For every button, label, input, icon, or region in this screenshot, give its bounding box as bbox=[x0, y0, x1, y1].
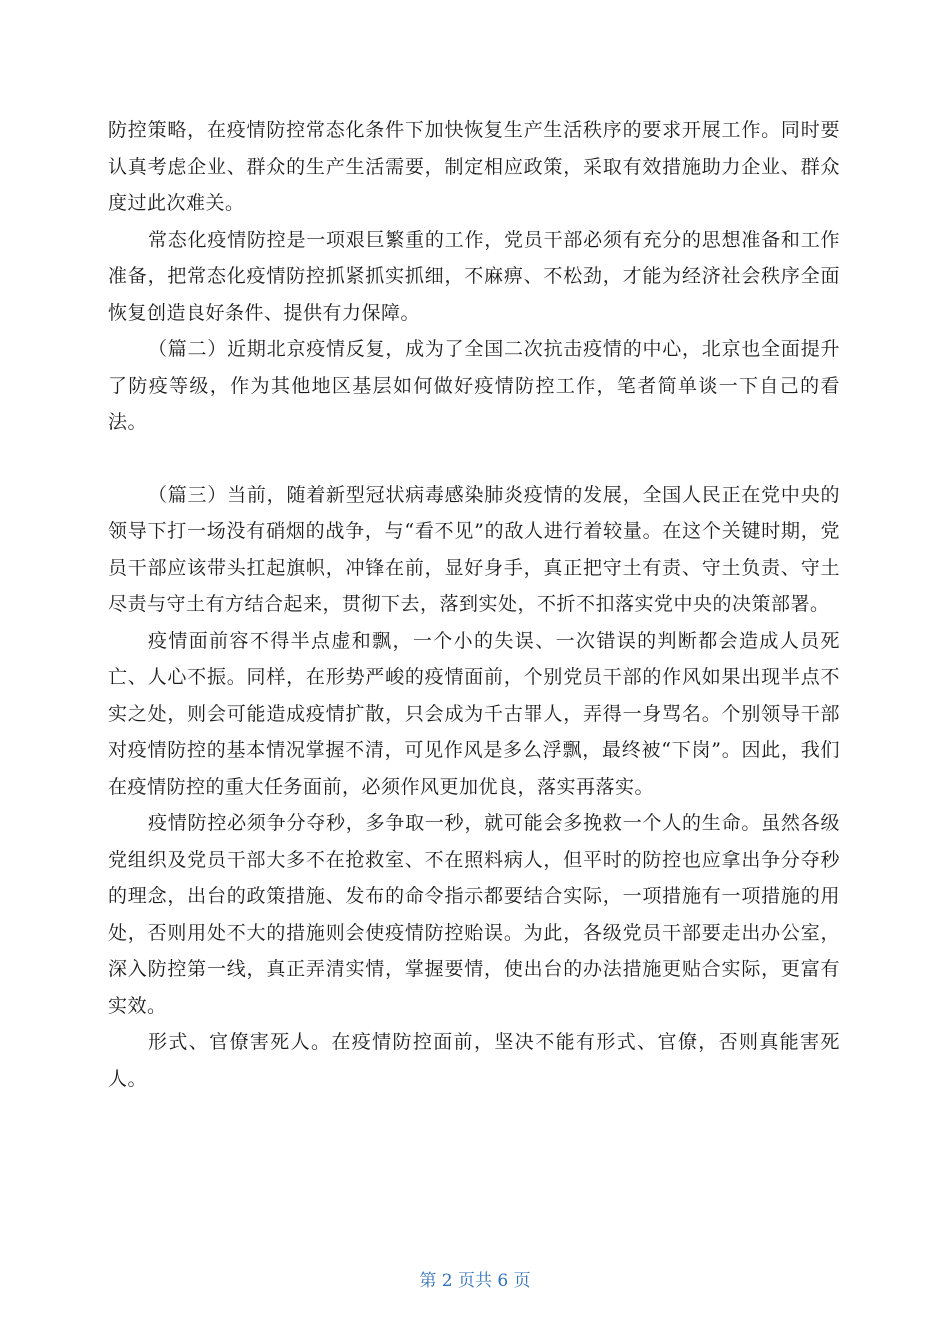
page-number-footer: 第 2 页共 6 页 bbox=[419, 1271, 531, 1291]
paragraph-2: 常态化疫情防控是一项艰巨繁重的工作，党员干部必须有充分的思想准备和工作准备，把常态化疫情防控抓紧抓实抓细，不麻痹、不松劲，才能为经济社会秩序全面恢复创造良好条件、提供有力保障。 bbox=[108, 228, 840, 324]
blank-line bbox=[108, 441, 840, 477]
paragraph-5: 疫情面前容不得半点虚和飘，一个小的失误、一次错误的判断都会造成人员死亡、人心不振。同样，在形势严峻的疫情面前，个别党员干部的作风如果出现半点不实之处，则会可能造成疫情扩散，只会成为千古罪人，弄得一身骂名。个别领导干部对疫情防控的基本情况掌握不清，可见作风是多么浮飘，最终被“下岗”。因此，我们在疫情防控的重大任务面前，必须作风更加优良，落实再落实。 bbox=[108, 629, 840, 798]
paragraph-3: （篇二）近期北京疫情反复，成为了全国二次抗击疫情的中心，北京也全面提升了防疫等级，作为其他地区基层如何做好疫情防控工作，笔者简单谈一下自己的看法。 bbox=[108, 338, 840, 433]
paragraph-7: 形式、官僚害死人。在疫情防控面前，坚决不能有形式、官僚，否则真能害死人。 bbox=[108, 1031, 840, 1090]
document-body bbox=[108, 112, 840, 1097]
paragraph-6: 疫情防控必须争分夺秒，多争取一秒，就可能会多挽救一个人的生命。虽然各级党组织及党员干部大多不在抢救室、不在照料病人，但平时的防控也应拿出争分夺秒的理念，出台的政策措施、发布的命令指示都要结合实际，一项措施有一项措施的用处，否则用处不大的措施则会使疫情防控贻误。为此，各级党员干部要走出办公室，深入防控第一线，真正弄清实情，掌握要情，使出台的办法措施更贴合实际，更富有实效。 bbox=[108, 812, 840, 1017]
paragraph-4: （篇三）当前，随着新型冠状病毒感染肺炎疫情的发展，全国人民正在党中央的领导下打一场没有硝烟的战争，与“看不见”的敌人进行着较量。在这个关键时期，党员干部应该带头扛起旗帜，冲锋在前，显好身手，真正把守土有责、守土负责、守土尽责与守土有方结合起来，贯彻下去，落到实处，不折不扣落实党中央的决策部署。 bbox=[108, 483, 840, 615]
paragraph-1: 防控策略，在疫情防控常态化条件下加快恢复生产生活秩序的要求开展工作。同时要认真考虑企业、群众的生产生活需要，制定相应政策，采取有效措施助力企业、群众度过此次难关。 bbox=[108, 119, 840, 214]
